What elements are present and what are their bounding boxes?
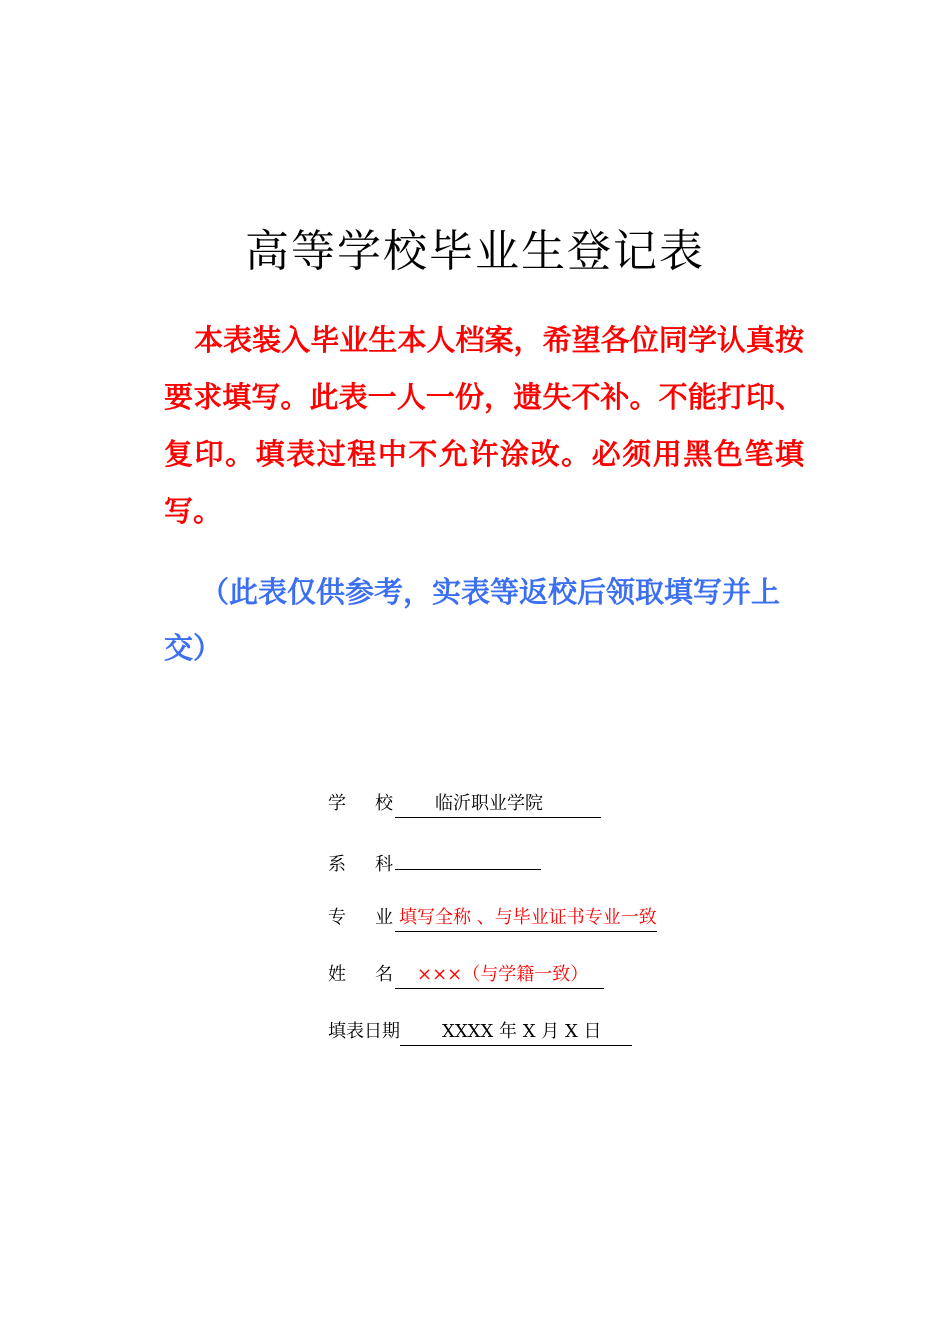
- department-label: [328, 847, 395, 883]
- name-label-char-1: 姓: [328, 964, 346, 985]
- name-value: ×××（与学籍一致）: [395, 962, 604, 989]
- school-value: 临沂职业学院: [395, 791, 601, 818]
- name-label-char-2: 名: [375, 964, 393, 985]
- date-label: 填表日期: [328, 1021, 400, 1042]
- school-label: [328, 786, 395, 822]
- date-row: [328, 1014, 828, 1071]
- school-label-char-1: 学: [328, 793, 346, 814]
- name-label: [328, 957, 395, 993]
- major-row: [328, 900, 828, 957]
- date-value: XXXX 年 X 月 X 日: [400, 1019, 632, 1046]
- document-title: 高等学校毕业生登记表: [245, 226, 705, 277]
- cover-fields: [328, 786, 828, 1071]
- reference-note: （此表仅供参考，实表等返校后领取填写并上交）: [164, 575, 781, 665]
- school-label-char-2: 校: [375, 793, 393, 814]
- notice-paragraph: 本表装入毕业生本人档案，希望各位同学认真按要求填写。此表一人一份，遗失不补。不能打印、复印。填表过程中不允许涂改。必须用黑色笔填写。: [164, 323, 804, 528]
- department-value: [395, 843, 541, 870]
- school-row: [328, 786, 828, 843]
- department-label-char-2: 科: [375, 854, 393, 875]
- department-label-char-1: 系: [328, 854, 346, 875]
- major-label-char-2: 业: [375, 907, 393, 928]
- department-row: [328, 843, 828, 900]
- name-row: [328, 957, 828, 1014]
- major-label-char-1: 专: [328, 907, 346, 928]
- major-label: [328, 900, 395, 936]
- major-value: 填写全称 、与毕业证书专业一致: [395, 905, 657, 932]
